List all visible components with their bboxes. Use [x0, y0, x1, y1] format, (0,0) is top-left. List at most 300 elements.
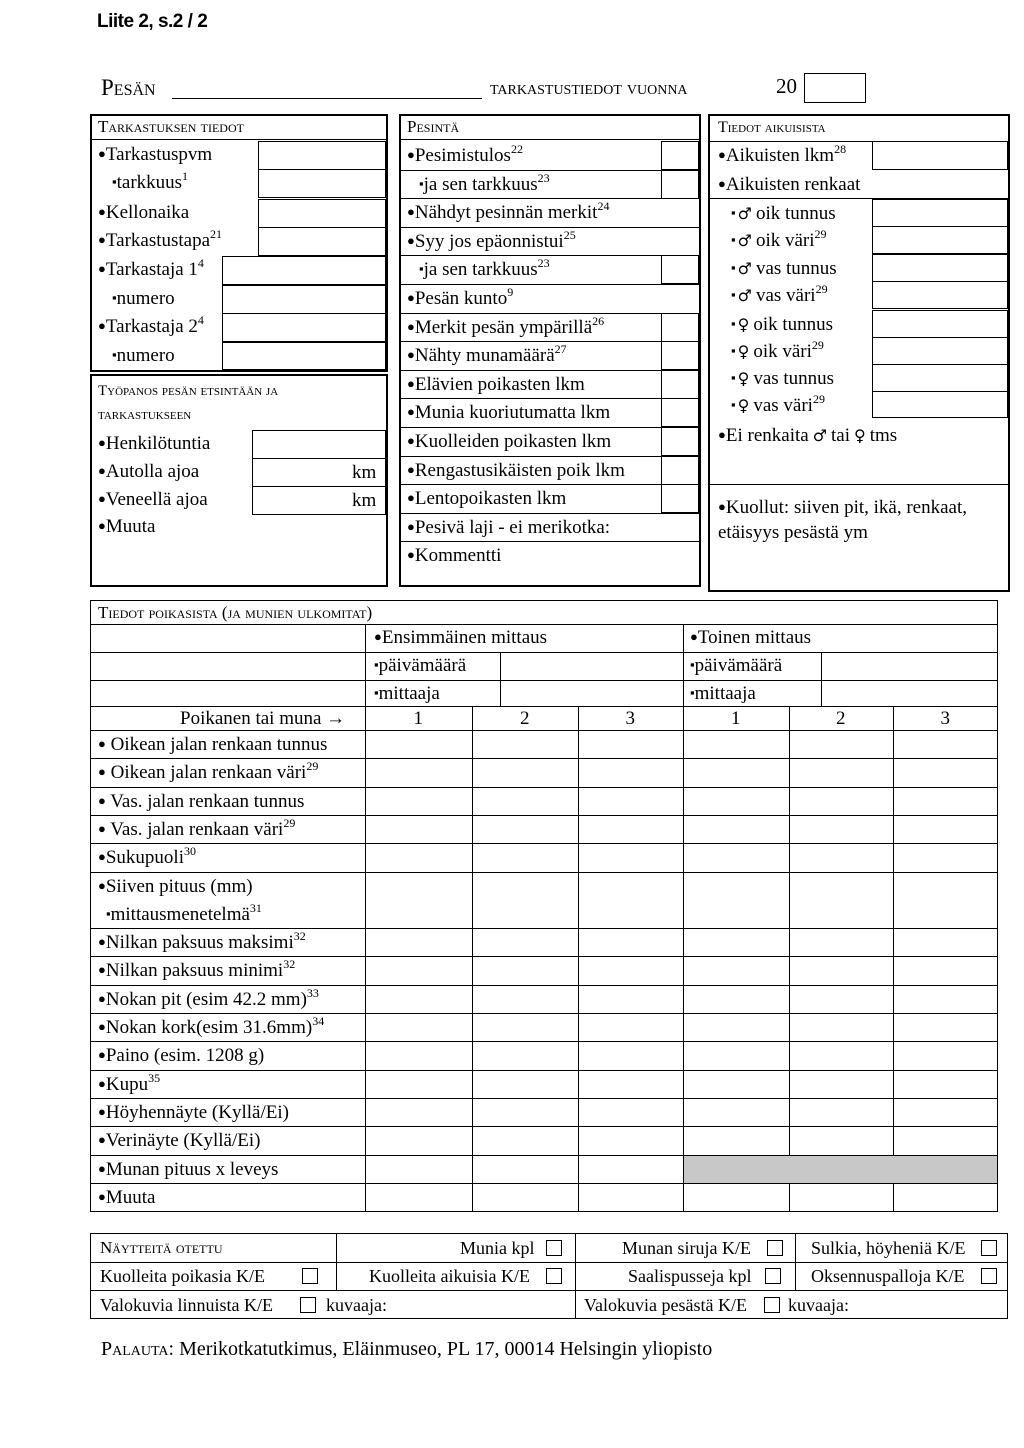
bullet: ●: [98, 1132, 106, 1147]
chick-cell-12-3[interactable]: [684, 1071, 789, 1098]
inspection-6: [98, 313, 204, 337]
eggs: Munia kpl: [460, 1238, 535, 1258]
chick-cell-2-4[interactable]: [790, 788, 893, 815]
column-number-4: 2: [836, 708, 846, 729]
prey-bags: Saalispusseja kpl: [628, 1266, 752, 1286]
nesting-11-text: Rengastusikäisten poik lkm: [414, 460, 625, 481]
second-measurement: [690, 628, 811, 647]
chick-cell-4-0[interactable]: [366, 844, 472, 871]
line: [90, 1262, 1008, 1263]
chick-cell-2-3[interactable]: [684, 788, 789, 815]
second-measurement-text: Toinen mittaus: [697, 627, 812, 648]
chick-cell-15-1[interactable]: [473, 1156, 578, 1183]
year-input[interactable]: [804, 73, 866, 103]
chick-cell-6-2[interactable]: [579, 901, 683, 928]
first-date-input[interactable]: [501, 653, 683, 680]
chick-row-0: [98, 735, 327, 754]
chick-cell-4-1[interactable]: [473, 844, 578, 871]
bullet: ▪: [112, 290, 117, 305]
bullet: ●: [98, 463, 106, 478]
chick-cell-12-2[interactable]: [579, 1071, 683, 1098]
chick-cell-6-3[interactable]: [684, 901, 789, 928]
second-date-input[interactable]: [822, 653, 997, 680]
chick-row-2-text: Vas. jalan renkaan tunnus: [105, 791, 305, 812]
chick-row-1-text: Oikean jalan renkaan väri: [105, 762, 307, 783]
chick-cell-5-3[interactable]: [684, 873, 789, 900]
chick-cell-13-1[interactable]: [473, 1099, 578, 1126]
adults-ring-input-3[interactable]: [872, 281, 1008, 309]
chick-cell-14-5[interactable]: [894, 1127, 998, 1154]
bullet: ●: [98, 736, 106, 751]
nesting-4-text: ja sen tarkkuus: [423, 259, 538, 280]
nesting-4: [419, 256, 550, 280]
bullet: ●: [407, 376, 415, 391]
chick-cell-1-0[interactable]: [366, 759, 472, 786]
adults-ring-input-0[interactable]: [872, 199, 1008, 227]
chick-cell-9-2[interactable]: [579, 986, 683, 1013]
chick-cell-1-2[interactable]: [579, 759, 683, 786]
nesting-14: [407, 546, 501, 565]
bullet: ●: [98, 1019, 106, 1034]
unit-km: km: [352, 462, 377, 483]
inspection-6-text: Tarkastaja 2: [105, 316, 198, 337]
chick-cell-2-5[interactable]: [894, 788, 998, 815]
chick-cell-5-1[interactable]: [473, 873, 578, 900]
chick-row-10: [98, 1014, 325, 1038]
nesting-10: [407, 432, 611, 451]
chick-cell-11-1[interactable]: [473, 1042, 578, 1069]
chick-cell-0-5[interactable]: [894, 731, 998, 758]
chick-row-7-text: Nilkan paksuus maksimi: [105, 932, 294, 953]
bullet: ●: [718, 499, 726, 514]
adults-ring-7-footnote: 29: [812, 392, 825, 406]
chick-row-2: [98, 792, 304, 811]
bullet: ●: [407, 233, 415, 248]
bullet: ●: [98, 1161, 106, 1176]
chick-cell-6-4[interactable]: [790, 901, 893, 928]
chick-row-10-text: Nokan kork(esim 31.6mm): [105, 1017, 313, 1038]
chick-cell-16-1[interactable]: [473, 1184, 578, 1211]
nesting-row-line: [399, 170, 701, 171]
chick-cell-13-0[interactable]: [366, 1099, 472, 1126]
chick-cell-14-1[interactable]: [473, 1127, 578, 1154]
nesting-0-footnote: 22: [510, 142, 523, 156]
chick-cell-1-1[interactable]: [473, 759, 578, 786]
chick-row-5: [98, 877, 253, 896]
second-measurer-input[interactable]: [822, 681, 997, 706]
return-label: Palauta: [101, 1338, 169, 1360]
effort-input-0[interactable]: [252, 430, 386, 459]
nesting-7: [407, 342, 567, 366]
dead-chicks-checkbox[interactable]: [302, 1268, 318, 1284]
nesting-input-8[interactable]: [661, 370, 699, 399]
chick-cell-3-2[interactable]: [579, 816, 683, 843]
nesting-input-4[interactable]: [661, 255, 699, 284]
chick-row-5-text: Siiven pituus (mm): [105, 876, 253, 897]
female-symbol-icon: ♀: [737, 396, 750, 415]
chick-cell-6-1[interactable]: [473, 901, 578, 928]
nesting-input-6[interactable]: [661, 313, 699, 342]
chick-cell-11-2[interactable]: [579, 1042, 683, 1069]
nesting-7-footnote: 27: [554, 342, 567, 356]
chick-cell-11-5[interactable]: [894, 1042, 998, 1069]
effort-2-text: Veneellä ajoa: [105, 489, 208, 510]
adults-ring-7: [731, 392, 825, 416]
inspection-2: [98, 203, 189, 222]
chick-cell-10-2[interactable]: [579, 1014, 683, 1041]
chick-cell-13-3[interactable]: [684, 1099, 789, 1126]
chick-cell-4-4[interactable]: [790, 844, 893, 871]
feathers-checkbox[interactable]: [981, 1240, 997, 1256]
inspection-heading: Tarkastuksen tiedot: [98, 117, 244, 136]
chick-cell-8-5[interactable]: [894, 957, 998, 984]
chick-cell-5-0[interactable]: [366, 873, 472, 900]
photos-nest: Valokuvia pesästä K/E: [584, 1295, 747, 1315]
chick-cell-3-0[interactable]: [366, 816, 472, 843]
bullet: ●: [407, 547, 415, 562]
chick-cell-15-0[interactable]: [366, 1156, 472, 1183]
bullet: ●: [407, 147, 415, 162]
chick-cell-2-2[interactable]: [579, 788, 683, 815]
effort-2: [98, 490, 208, 509]
nesting-0-text: Pesimistulos: [414, 145, 511, 166]
chick-cell-9-3[interactable]: [684, 986, 789, 1013]
adults-ring-input-5[interactable]: [872, 337, 1008, 365]
chick-row-4-footnote: 30: [183, 844, 196, 858]
adults-ring-input-2[interactable]: [872, 254, 1008, 282]
chick-cell-15-2[interactable]: [579, 1156, 683, 1183]
bullet: ●: [98, 232, 106, 247]
nesting-input-7[interactable]: [661, 341, 699, 370]
line: [90, 706, 998, 707]
chick-row-9-footnote: 33: [306, 986, 319, 1000]
chick-row-7-footnote: 32: [293, 929, 306, 943]
inspection-3: [98, 227, 223, 251]
male-symbol-icon: ♂: [737, 231, 752, 250]
inspection-1-footnote: 1: [182, 169, 189, 183]
bullet: ▪: [106, 906, 111, 921]
bullet: ●: [407, 204, 415, 219]
inspection-input-0[interactable]: [258, 141, 386, 170]
column-number-2: 3: [625, 708, 635, 729]
pellets-checkbox[interactable]: [981, 1268, 997, 1284]
adults-count-input[interactable]: [872, 141, 1008, 170]
chick-cell-0-4[interactable]: [790, 731, 893, 758]
effort-0: [98, 434, 210, 453]
chick-cell-3-1[interactable]: [473, 816, 578, 843]
bullet: ▪: [374, 685, 379, 700]
first-measurer-input[interactable]: [501, 681, 683, 706]
bullet: ●: [98, 318, 106, 333]
nesting-row-line: [399, 341, 701, 342]
nesting-2-footnote: 24: [597, 199, 610, 213]
chick-cell-0-2[interactable]: [579, 731, 683, 758]
adults-count: [718, 142, 847, 166]
column-number-5: 3: [940, 708, 950, 729]
first-measurer-label-text: mittaaja: [378, 683, 440, 704]
adults-rings-text: Aikuisten renkaat: [725, 174, 861, 195]
nesting-4-footnote: 23: [537, 256, 550, 270]
chick-cell-7-4[interactable]: [790, 929, 893, 956]
first-measurer-label: [374, 684, 440, 703]
bullet: ▪: [690, 685, 695, 700]
bullet: ●: [98, 1047, 106, 1062]
adults-ring-5-footnote: 29: [811, 338, 824, 352]
chick-cell-13-4[interactable]: [790, 1099, 893, 1126]
adults-ring-0: [731, 204, 836, 223]
chick-cell-10-0[interactable]: [366, 1014, 472, 1041]
inspection-0: [98, 145, 212, 164]
chick-cell-11-4[interactable]: [790, 1042, 893, 1069]
chick-cell-13-5[interactable]: [894, 1099, 998, 1126]
bullet: ▪: [731, 370, 736, 385]
bullet: ●: [98, 518, 106, 533]
bullet: ●: [98, 146, 106, 161]
chick-cell-16-3[interactable]: [684, 1184, 789, 1211]
chick-cell-3-3[interactable]: [684, 816, 789, 843]
adults-ring-0-text: oik tunnus: [755, 203, 836, 224]
nesting-input-10[interactable]: [661, 427, 699, 456]
adults-count-text: Aikuisten lkm: [725, 145, 835, 166]
effort-heading-2: tarkastukseen: [98, 407, 192, 423]
chick-cell-8-1[interactable]: [473, 957, 578, 984]
nesting-input-11[interactable]: [661, 456, 699, 485]
nesting-2: [407, 199, 610, 223]
inspection-input-6[interactable]: [222, 313, 386, 342]
nesting-line: [399, 541, 701, 542]
inspection-input-1[interactable]: [258, 169, 386, 198]
chick-cell-10-5[interactable]: [894, 1014, 998, 1041]
chick-cell-8-3[interactable]: [684, 957, 789, 984]
adults-ring-input-6[interactable]: [872, 364, 1008, 392]
adults-ring-input-4[interactable]: [872, 310, 1008, 338]
eggs-checkbox[interactable]: [546, 1240, 562, 1256]
prey-bags-checkbox[interactable]: [765, 1268, 781, 1284]
nesting-input-12[interactable]: [661, 484, 699, 513]
chick-cell-16-4[interactable]: [790, 1184, 893, 1211]
chick-row-13-text: Höyhennäyte (Kyllä/Ei): [105, 1102, 289, 1123]
chick-cell-1-4[interactable]: [790, 759, 893, 786]
female-symbol-icon: ♀: [854, 426, 866, 445]
line: [795, 1233, 796, 1290]
adults-ring-input-7[interactable]: [872, 391, 1008, 418]
chick-cell-12-0[interactable]: [366, 1071, 472, 1098]
chick-cell-7-0[interactable]: [366, 929, 472, 956]
bullet: ●: [407, 490, 415, 505]
adults-ring-6-text: vas tunnus: [753, 368, 835, 389]
first-date-label-text: päivämäärä: [378, 655, 467, 676]
nesting-14-text: Kommentti: [414, 545, 502, 566]
chick-cell-0-0[interactable]: [366, 731, 472, 758]
first-date-label: [374, 656, 466, 675]
chick-cell-10-1[interactable]: [473, 1014, 578, 1041]
chick-cell-5-4[interactable]: [790, 873, 893, 900]
chick-cell-8-4[interactable]: [790, 957, 893, 984]
chick-row-1-footnote: 29: [306, 759, 319, 773]
chick-cell-3-5[interactable]: [894, 816, 998, 843]
bullet: ▪: [419, 176, 424, 191]
bullet: ▪: [374, 657, 379, 672]
inspection-5: [112, 289, 175, 308]
chick-row-10-footnote: 34: [312, 1014, 325, 1028]
chick-row-6-footnote: 31: [249, 901, 262, 915]
chick-cell-7-5[interactable]: [894, 929, 998, 956]
chick-row-16: [98, 1188, 155, 1207]
nesting-1-text: ja sen tarkkuus: [423, 174, 538, 195]
pellets: Oksennuspalloja K/E: [811, 1266, 965, 1286]
form-title-right: tarkastustiedot vuonna: [490, 77, 688, 99]
chick-row-8-text: Nilkan paksuus minimi: [105, 960, 284, 981]
nesting-input-9[interactable]: [661, 398, 699, 427]
effort-1: [98, 462, 199, 481]
chick-cell-5-5[interactable]: [894, 873, 998, 900]
row-line: [90, 1211, 998, 1212]
adults-ring-input-1[interactable]: [872, 226, 1008, 254]
adults-ring-3-footnote: 29: [815, 282, 828, 296]
dead-adults-checkbox[interactable]: [546, 1268, 562, 1284]
chick-row-12: [98, 1071, 161, 1095]
chick-cell-6-0[interactable]: [366, 901, 472, 928]
nesting-row-line: [399, 456, 701, 457]
inspection-input-5[interactable]: [222, 285, 386, 314]
nesting-row-line: [399, 198, 701, 199]
nesting-row-line: [399, 255, 701, 256]
bullet: ●: [407, 347, 415, 362]
nesting-9: [407, 403, 610, 422]
chick-cell-4-5[interactable]: [894, 844, 998, 871]
bullet: ●: [98, 962, 106, 977]
nesting-5-text: Pesän kunto: [414, 288, 508, 309]
nesting-row-line: [399, 370, 701, 371]
chick-cell-10-3[interactable]: [684, 1014, 789, 1041]
chick-cell-7-1[interactable]: [473, 929, 578, 956]
chick-cell-5-2[interactable]: [579, 873, 683, 900]
line: [90, 624, 998, 625]
chick-cell-10-4[interactable]: [790, 1014, 893, 1041]
inspection-5-text: numero: [116, 288, 175, 309]
bullet: ▪: [731, 260, 736, 275]
adults-no-rings: [718, 426, 897, 445]
inspection-input-2[interactable]: [258, 199, 386, 228]
chick-cell-14-4[interactable]: [790, 1127, 893, 1154]
adults-dead: [718, 498, 967, 517]
chick-cell-6-5[interactable]: [894, 901, 998, 928]
chick-cell-16-5[interactable]: [894, 1184, 998, 1211]
chick-cell-4-2[interactable]: [579, 844, 683, 871]
samples-heading: Näytteitä otettu: [100, 1238, 223, 1257]
nesting-6-text: Merkit pesän ympärillä: [414, 317, 593, 338]
chick-cell-2-0[interactable]: [366, 788, 472, 815]
nesting-3: [407, 228, 576, 252]
nesting-5-footnote: 9: [507, 285, 514, 299]
chick-cell-12-1[interactable]: [473, 1071, 578, 1098]
chick-cell-12-4[interactable]: [790, 1071, 893, 1098]
second-date-label: [690, 656, 782, 675]
chick-cell-8-0[interactable]: [366, 957, 472, 984]
chick-cell-14-0[interactable]: [366, 1127, 472, 1154]
chick-cell-3-4[interactable]: [790, 816, 893, 843]
chick-row-9: [98, 986, 319, 1010]
dead-chicks: Kuolleita poikasia K/E: [100, 1266, 265, 1286]
inspection-input-3[interactable]: [258, 227, 386, 256]
nesting-row-line: [399, 284, 701, 285]
nesting-12-text: Lentopoikasten lkm: [414, 488, 567, 509]
nesting-13-text: Pesivä laji - ei merikotka:: [414, 517, 611, 538]
inspection-input-7[interactable]: [222, 342, 386, 370]
adults-ring-6: [731, 369, 834, 388]
chick-cell-16-2[interactable]: [579, 1184, 683, 1211]
chick-cell-0-3[interactable]: [684, 731, 789, 758]
bullet: ●: [98, 934, 106, 949]
male-symbol-icon: ♂: [737, 259, 752, 278]
chick-cell-0-1[interactable]: [473, 731, 578, 758]
bullet: ●: [690, 629, 698, 644]
nesting-6: [407, 314, 605, 338]
nesting-input-1[interactable]: [661, 170, 699, 199]
chick-row-11: [98, 1046, 264, 1065]
chick-cell-2-1[interactable]: [473, 788, 578, 815]
bullet: ▪: [731, 343, 736, 358]
egg-shards-checkbox[interactable]: [767, 1240, 783, 1256]
chick-cell-7-3[interactable]: [684, 929, 789, 956]
chick-cell-9-0[interactable]: [366, 986, 472, 1013]
chick-cell-11-0[interactable]: [366, 1042, 472, 1069]
nest-name-line[interactable]: [172, 98, 482, 99]
nesting-5: [407, 285, 514, 309]
chick-cell-14-3[interactable]: [684, 1127, 789, 1154]
inspection-7: [112, 346, 175, 365]
unused-cells: [684, 1156, 997, 1183]
line: [575, 1233, 576, 1319]
bullet: ●: [98, 1104, 106, 1119]
adults-dead-2: etäisyys pesästä ym: [718, 522, 868, 543]
column-number-0: 1: [413, 708, 423, 729]
chick-row-12-text: Kupu: [105, 1074, 149, 1095]
nesting-input-0[interactable]: [661, 141, 699, 170]
chick-row-14: [98, 1131, 260, 1150]
chick-row-12-footnote: 35: [148, 1071, 161, 1085]
inspection-6-footnote: 4: [197, 313, 204, 327]
chick-row-6: [106, 901, 262, 925]
inspection-input-4[interactable]: [222, 256, 386, 285]
chick-cell-9-1[interactable]: [473, 986, 578, 1013]
chick-cell-9-5[interactable]: [894, 986, 998, 1013]
chick-cell-12-5[interactable]: [894, 1071, 998, 1098]
chick-cell-4-3[interactable]: [684, 844, 789, 871]
chick-cell-9-4[interactable]: [790, 986, 893, 1013]
chick-cell-11-3[interactable]: [684, 1042, 789, 1069]
inspection-0-text: Tarkastuspvm: [105, 144, 213, 165]
chick-cell-7-2[interactable]: [579, 929, 683, 956]
photos-nest-checkbox[interactable]: [764, 1297, 780, 1313]
nesting-12: [407, 489, 566, 508]
chick-cell-1-5[interactable]: [894, 759, 998, 786]
chick-cell-1-3[interactable]: [684, 759, 789, 786]
dead-adults: Kuolleita aikuisia K/E: [369, 1266, 530, 1286]
male-symbol-icon: ♂: [737, 286, 752, 305]
chick-cell-8-2[interactable]: [579, 957, 683, 984]
chick-cell-16-0[interactable]: [366, 1184, 472, 1211]
nesting-2-text: Nähdyt pesinnän merkit: [414, 202, 598, 223]
egg-shards: Munan siruja K/E: [622, 1238, 751, 1258]
photos-birds-checkbox[interactable]: [300, 1297, 316, 1313]
nesting-row-line: [399, 427, 701, 428]
adults-dead-text: Kuollut: siiven pit, ikä, renkaat,: [725, 497, 968, 518]
chick-cell-14-2[interactable]: [579, 1127, 683, 1154]
chick-cell-13-2[interactable]: [579, 1099, 683, 1126]
bullet: ●: [98, 821, 106, 836]
adults-ring-1-text: oik väri: [755, 230, 815, 251]
